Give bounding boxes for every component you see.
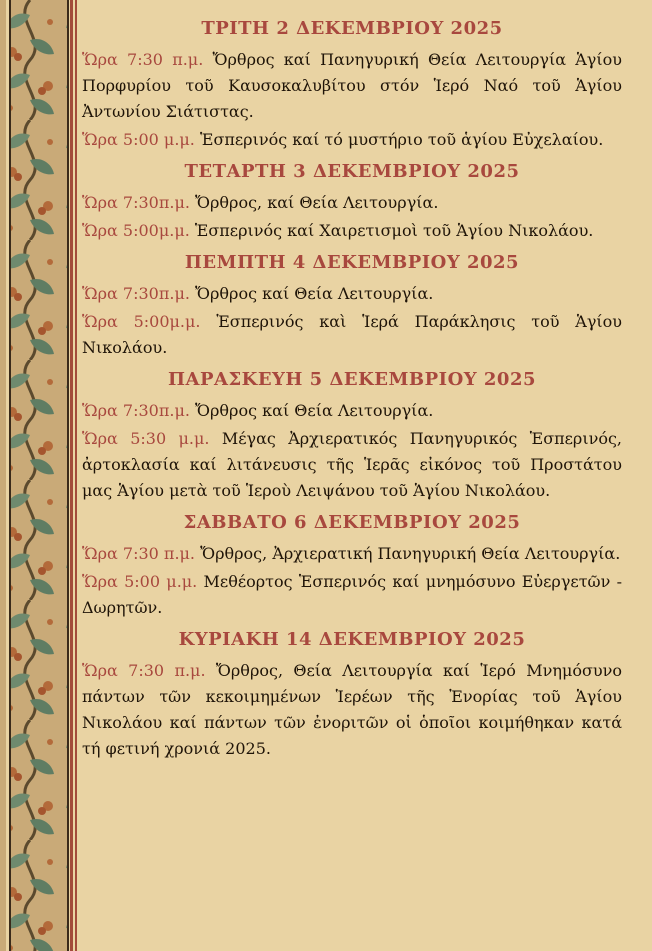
entry-time: Ὥρα 7:30π.μ. — [82, 193, 190, 212]
entry-text: Ὄρθρος, Ἀρχιερατική Πανηγυρική Θεία Λειτουργία. — [200, 544, 621, 563]
day-title: ΠΑΡΑΣΚΕΥΗ 5 ΔΕΚΕΜΒΡΙΟΥ 2025 — [167, 369, 536, 390]
entry-text: Ὄρθρος καί Πανηγυρική Θεία Λειτουργία Ἁγίου Πορφυρίου τοῦ Καυσοκαλυβίτου στόν Ἱερό Ναό τοῦ Ἁγίου Ἀντωνίου Σιάτιστας. — [82, 50, 622, 121]
entry-text: Ἑσπερινός καί τό μυστήριο τοῦ ἁγίου Εὐχελαίου. — [199, 130, 604, 149]
entry-text: Ὄρθρος καί Θεία Λειτουργία. — [195, 284, 434, 303]
schedule-entry — [82, 398, 622, 424]
entry-time: Ὥρα 5:00μ.μ. — [82, 221, 190, 240]
day-title: ΠΕΜΠΤΗ 4 ΔΕΚΕΜΒΡΙΟΥ 2025 — [184, 252, 520, 273]
day-block — [82, 369, 622, 504]
vine-ornament-icon — [0, 0, 78, 951]
entry-text: Ὄρθρος, καί Θεία Λειτουργία. — [195, 193, 439, 212]
entry-time: Ὥρα 7:30 π.μ. — [82, 50, 204, 69]
entry-time: Ὥρα 7:30 π.μ. — [82, 544, 196, 563]
entry-time: Ὥρα 7:30π.μ. — [82, 401, 190, 420]
decorative-border — [0, 0, 78, 951]
day-block — [82, 252, 622, 361]
entry-time: Ὥρα 5:00 μ.μ. — [82, 572, 198, 591]
day-title: ΚΥΡΙΑΚΗ 14 ΔΕΚΕΜΒΡΙΟΥ 2025 — [178, 629, 526, 650]
entry-text: Μέγας Ἀρχιερατικός Πανηγυρικός Ἑσπερινός, ἀρτοκλασία καί λιτάνευσις τῆς Ἱερᾶς εἰκόνος τοῦ Προστάτου μας Ἁγίου μετὰ τοῦ Ἱεροὺ Λειψάνου τοῦ Ἁγίου Νικολάου. — [82, 429, 623, 500]
entry-time: Ὥρα 7:30 π.μ. — [82, 661, 206, 680]
entry-text: Ἑσπερινός καὶ Ἱερά Παράκλησις τοῦ Ἁγίου Νικολάου. — [82, 312, 623, 357]
schedule-entry — [82, 281, 622, 307]
schedule-entry — [82, 541, 622, 567]
schedule-entry — [82, 426, 622, 504]
day-title: ΤΕΤΑΡΤΗ 3 ΔΕΚΕΜΒΡΙΟΥ 2025 — [184, 161, 520, 182]
day-block — [82, 512, 622, 621]
entry-text: Ὄρθρος, Θεία Λειτουργία καί Ἱερό Μνημόσυνο πάντων τῶν κεκοιμημένων Ἱερέων τῆς Ἐνορίας τοῦ Ἁγίου Νικολάου καί πάντων τῶν ἐνοριτῶν οἱ ὁποῖοι κοιμήθηκαν κατά τή φετινή χρονιά 2025. — [82, 661, 622, 758]
entry-text: Ἑσπερινός καί Χαιρετισμοὶ τοῦ Ἁγίου Νικολάου. — [194, 221, 594, 240]
day-block — [82, 161, 622, 244]
schedule-entry — [82, 309, 622, 361]
schedule — [82, 18, 622, 770]
schedule-entry — [82, 569, 622, 621]
day-title: ΣΑΒΒΑΤΟ 6 ΔΕΚΕΜΒΡΙΟΥ 2025 — [183, 512, 521, 533]
schedule-entry — [82, 127, 622, 153]
schedule-entry — [82, 218, 622, 244]
day-block — [82, 629, 622, 762]
entry-time: Ὥρα 5:00μ.μ. — [82, 312, 201, 331]
schedule-entry — [82, 658, 622, 762]
entry-text: Ὄρθρος καί Θεία Λειτουργία. — [195, 401, 434, 420]
day-block — [82, 18, 622, 153]
entry-time: Ὥρα 5:00 μ.μ. — [82, 130, 195, 149]
schedule-entry — [82, 47, 622, 125]
day-title: ΤΡΙΤΗ 2 ΔΕΚΕΜΒΡΙΟΥ 2025 — [201, 18, 503, 39]
entry-text: Μεθέορτος Ἑσπερινός καί μνημόσυνο Εὐεργετῶν - Δωρητῶν. — [82, 572, 622, 617]
schedule-entry — [82, 190, 622, 216]
entry-time: Ὥρα 7:30π.μ. — [82, 284, 190, 303]
entry-time: Ὥρα 5:30 μ.μ. — [82, 429, 210, 448]
